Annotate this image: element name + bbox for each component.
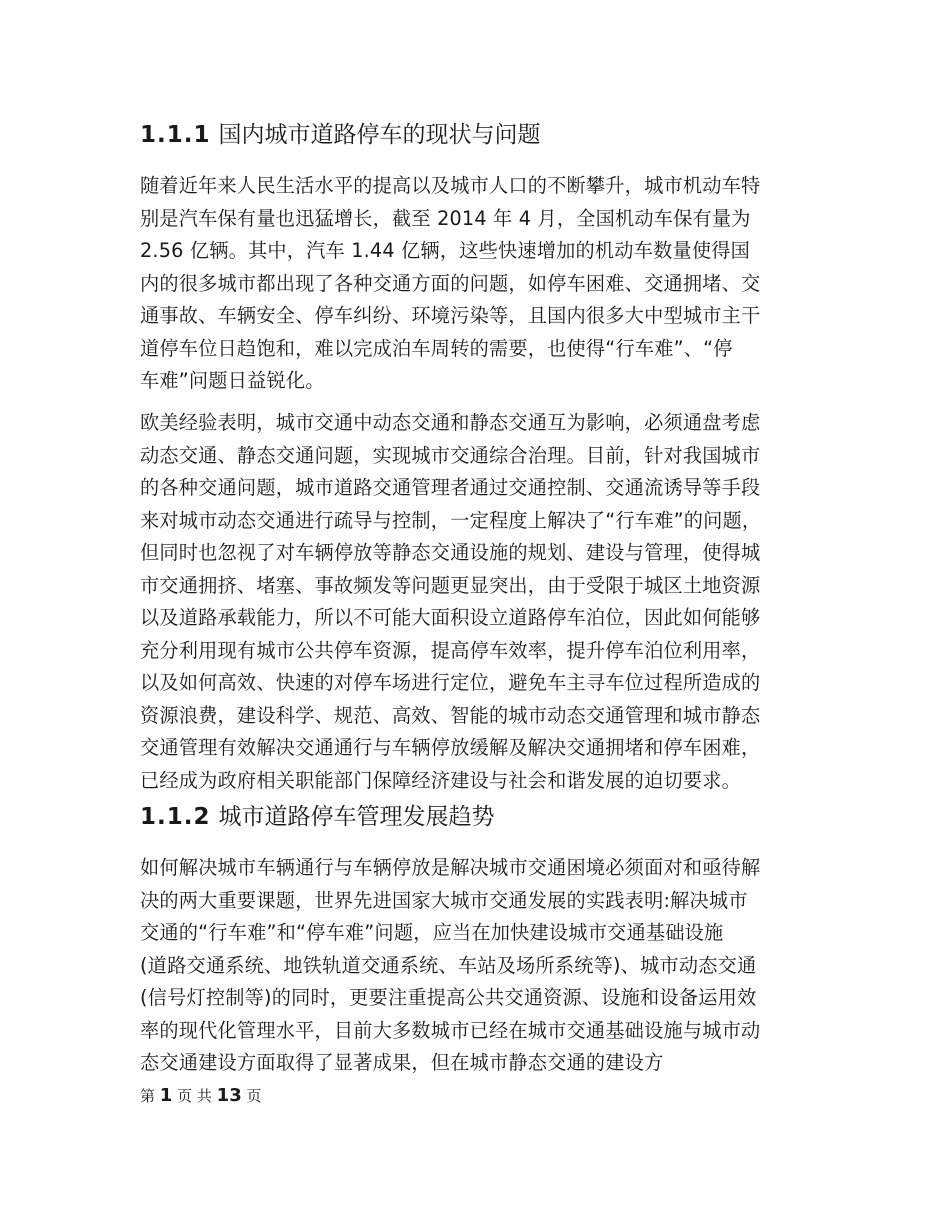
text-line: 如何解决城市车辆通行与车辆停放是解决城市交通困境必须面对和亟待解 [140,856,761,879]
section-title: 城市道路停车管理发展趋势 [218,804,495,830]
text-line: 充分利用现有城市公共停车资源，提高停车效率，提升停车泊位利用率， [140,638,761,662]
text-line: 通事故、车辆安全、停车纠纷、环境污染等，且国内很多大中型城市主干 [140,304,761,327]
text-line: 决的两大重要课题，世界先进国家大城市交通发展的实践表明:解决城市 [140,888,748,912]
footer-suffix: 页 [246,1087,262,1105]
text-line: 率的现代化管理水平，目前大多数城市已经在城市交通基础设施与城市动 [140,1018,761,1042]
text-line: 但同时也忽视了对车辆停放等静态交通设施的规划、建设与管理，使得城 [140,541,761,564]
text-line: 道停车位日趋饱和，难以完成泊车周转的需要，也使得“行车难”、“停 [140,336,733,360]
total-page-count: 13 [216,1085,242,1106]
text-line: 以及道路承载能力，所以不可能大面积设立道路停车泊位，因此如何能够 [140,606,761,629]
text-line: 的各种交通问题，城市道路交通管理者通过交通控制、交通流诱导等手段 [140,476,761,499]
text-line: 交通管理有效解决交通通行与车辆停放缓解及解决交通拥堵和停车困难， [140,736,761,759]
text-line: 资源浪费，建设科学、规范、高效、智能的城市动态交通管理和城市静态 [140,703,761,727]
text-line: 2.56 亿辆。其中，汽车 1.44 亿辆，这些快速增加的机动车数量使得国 [140,239,751,262]
text-line: 随着近年来人民生活水平的提高以及城市人口的不断攀升，城市机动车特 [140,174,761,197]
section-heading-1-1-2 [140,802,495,832]
footer-middle: 页 共 [177,1087,212,1105]
text-line: 态交通建设方面取得了显著成果，但在城市静态交通的建设方 [140,1051,664,1074]
section-title: 国内城市道路停车的现状与问题 [218,122,541,148]
text-line: 内的很多城市都出现了各种交通方面的问题，如停车困难、交通拥堵、交 [140,271,761,295]
text-line: 以及如何高效、快速的对停车场进行定位，避免车主寻车位过程所造成的 [140,671,761,694]
text-line: 已经成为政府相关职能部门保障经济建设与社会和谐发展的迫切要求。 [140,768,742,792]
paragraph-3 [140,852,840,1080]
text-line: 交通的“行车难”和“停车难”问题，应当在加快建设城市交通基础设施 [140,921,724,944]
text-line: 来对城市动态交通进行疏导与控制，一定程度上解决了“行车难”的问题， [140,508,762,532]
paragraph-2 [140,407,840,797]
paragraph-1 [140,170,840,398]
text-line: 车难”问题日益锐化。 [140,369,325,392]
text-line: 欧美经验表明，城市交通中动态交通和静态交通互为影响，必须通盘考虑 [140,411,761,434]
current-page-number: 1 [159,1085,173,1106]
section-heading-1-1-1 [140,120,541,150]
text-line: (信号灯控制等)的同时，更要注重提高公共交通资源、设施和设备运用效 [140,986,757,1009]
section-number: 1.1.1 [140,122,211,148]
text-line: 别是汽车保有量也迅猛增长，截至 2014 年 4 月，全国机动车保有量为 [140,206,751,230]
page-number-footer [140,1085,262,1107]
footer-prefix: 第 [140,1087,156,1105]
text-line: 市交通拥挤、堵塞、事故频发等问题更显突出，由于受限于城区土地资源 [140,573,761,597]
section-number: 1.1.2 [140,804,211,830]
text-line: 动态交通、静态交通问题，实现城市交通综合治理。目前，针对我国城市 [140,443,761,467]
text-line: (道路交通系统、地铁轨道交通系统、车站及场所系统等)、城市动态交通 [140,953,757,977]
